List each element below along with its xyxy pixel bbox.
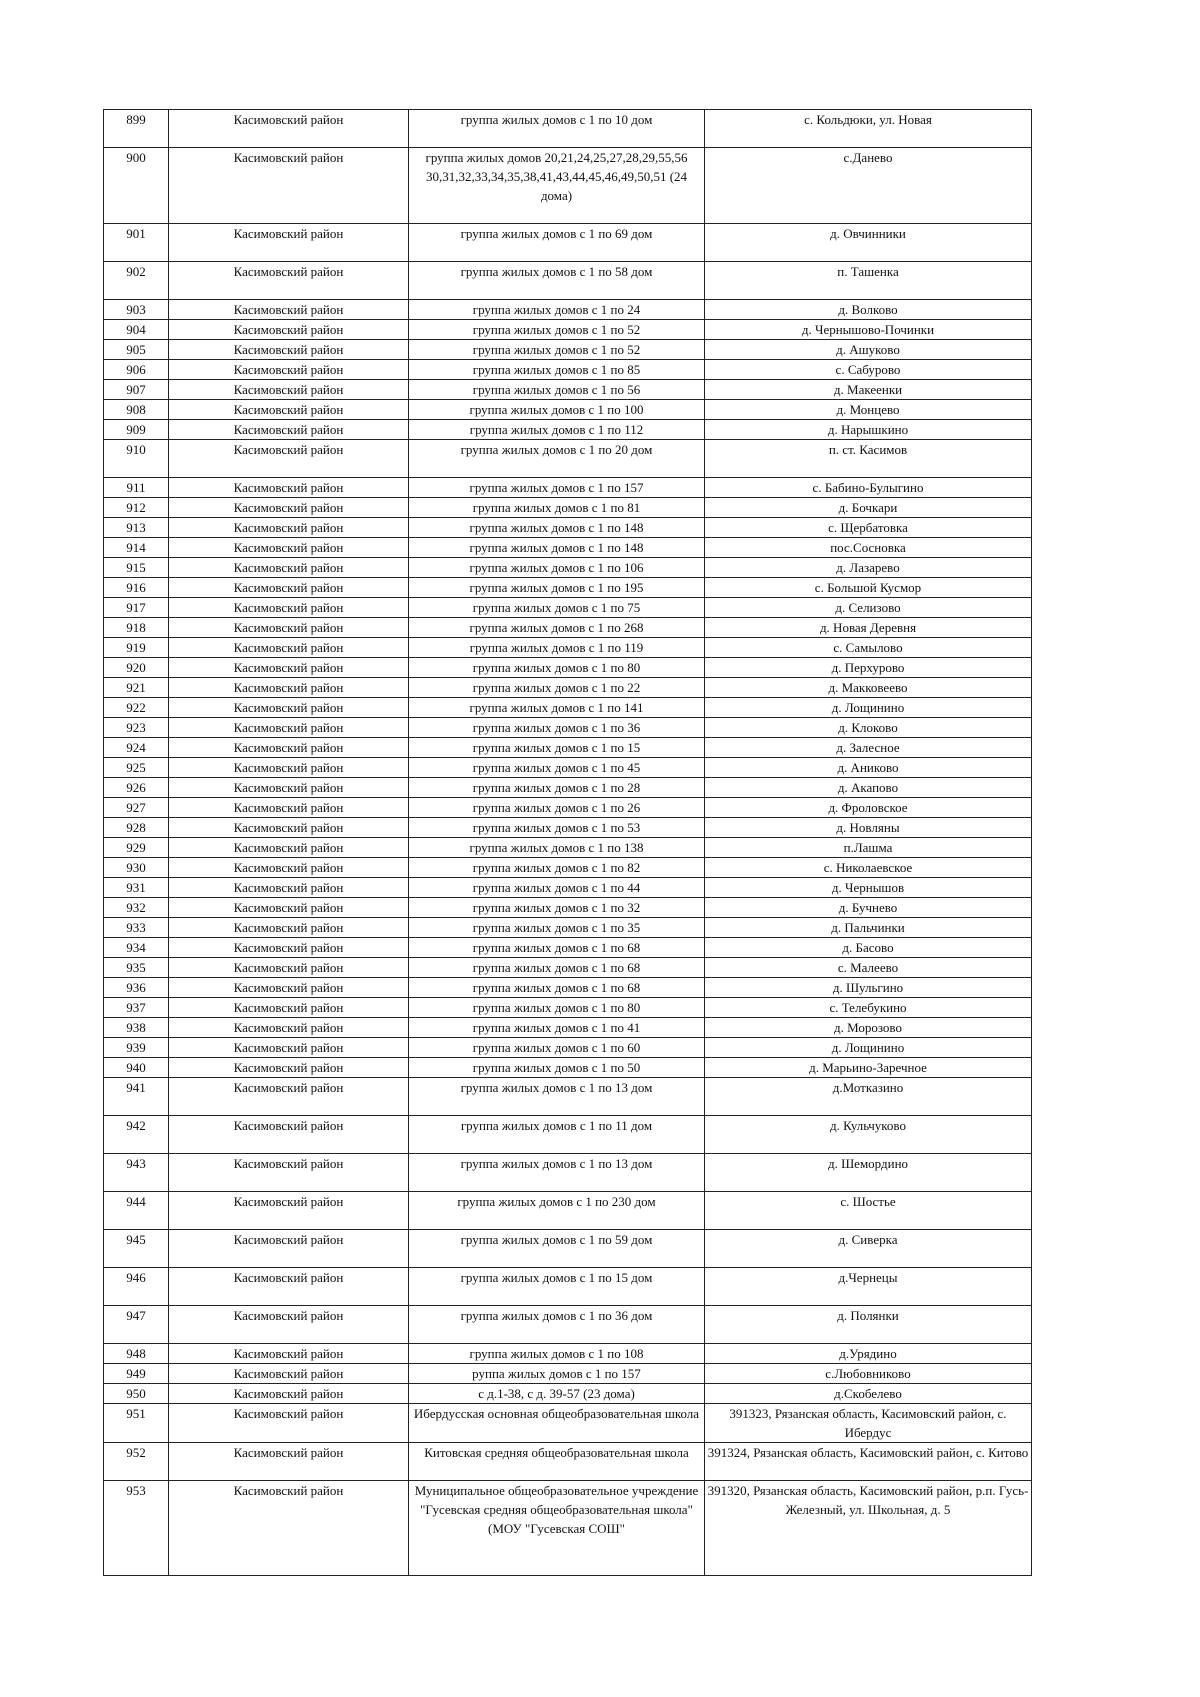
- address-cell: д. Перхурово: [705, 658, 1032, 678]
- row-number-cell: 917: [104, 598, 169, 618]
- address-cell: д. Лазарево: [705, 558, 1032, 578]
- district-cell: Касимовский район: [169, 618, 409, 638]
- settlements-table: [103, 109, 1032, 1576]
- row-number-cell: 926: [104, 778, 169, 798]
- row-number-cell: 909: [104, 420, 169, 440]
- document-body: [103, 109, 1032, 1576]
- table-row: [104, 262, 1032, 300]
- district-cell: Касимовский район: [169, 1384, 409, 1404]
- row-number-cell: 949: [104, 1364, 169, 1384]
- object-cell: группа жилых домов с 1 по 45: [409, 758, 705, 778]
- object-cell: группа жилых домов с 1 по 108: [409, 1344, 705, 1364]
- address-cell: с. Большой Кусмор: [705, 578, 1032, 598]
- district-cell: Касимовский район: [169, 1268, 409, 1306]
- row-number-cell: 907: [104, 380, 169, 400]
- object-cell: группа жилых домов с 1 по 32: [409, 898, 705, 918]
- table-row: [104, 1443, 1032, 1481]
- address-cell: с. Бабино-Булыгино: [705, 478, 1032, 498]
- object-cell: группа жилых домов с 1 по 20 дом: [409, 440, 705, 478]
- row-number-cell: 932: [104, 898, 169, 918]
- table-row: [104, 1344, 1032, 1364]
- row-number-cell: 901: [104, 224, 169, 262]
- district-cell: Касимовский район: [169, 918, 409, 938]
- row-number-cell: 945: [104, 1230, 169, 1268]
- object-cell: группа жилых домов с 1 по 82: [409, 858, 705, 878]
- table-row: [104, 898, 1032, 918]
- district-cell: Касимовский район: [169, 360, 409, 380]
- table-row: [104, 918, 1032, 938]
- row-number-cell: 929: [104, 838, 169, 858]
- table-row: [104, 224, 1032, 262]
- table-row: [104, 998, 1032, 1018]
- row-number-cell: 940: [104, 1058, 169, 1078]
- address-cell: п.Лашма: [705, 838, 1032, 858]
- object-cell: группа жилых домов с 1 по 24: [409, 300, 705, 320]
- address-cell: с. Самылово: [705, 638, 1032, 658]
- address-cell: д. Бучнево: [705, 898, 1032, 918]
- district-cell: Касимовский район: [169, 320, 409, 340]
- table-row: [104, 1364, 1032, 1384]
- address-cell: п. Ташенка: [705, 262, 1032, 300]
- address-cell: д. Волково: [705, 300, 1032, 320]
- table-body: [104, 110, 1032, 1576]
- table-row: [104, 558, 1032, 578]
- address-cell: д. Нарышкино: [705, 420, 1032, 440]
- object-cell: группа жилых домов с 1 по 112: [409, 420, 705, 440]
- table-row: [104, 320, 1032, 340]
- address-cell: д. Чернышово-Починки: [705, 320, 1032, 340]
- object-cell: группа жилых домов с 1 по 36: [409, 718, 705, 738]
- address-cell: с. Щербатовка: [705, 518, 1032, 538]
- row-number-cell: 927: [104, 798, 169, 818]
- object-cell: группа жилых домов с 1 по 35: [409, 918, 705, 938]
- address-cell: с. Николаевское: [705, 858, 1032, 878]
- row-number-cell: 950: [104, 1384, 169, 1404]
- row-number-cell: 900: [104, 148, 169, 224]
- address-cell: д. Чернышов: [705, 878, 1032, 898]
- object-cell: руппа жилых домов с 1 по 157: [409, 1364, 705, 1384]
- object-cell: группа жилых домов с 1 по 15: [409, 738, 705, 758]
- object-cell: группа жилых домов с 1 по 148: [409, 518, 705, 538]
- district-cell: Касимовский район: [169, 938, 409, 958]
- row-number-cell: 936: [104, 978, 169, 998]
- table-row: [104, 478, 1032, 498]
- row-number-cell: 921: [104, 678, 169, 698]
- table-row: [104, 498, 1032, 518]
- address-cell: п. ст. Касимов: [705, 440, 1032, 478]
- address-cell: д.Чернецы: [705, 1268, 1032, 1306]
- row-number-cell: 931: [104, 878, 169, 898]
- row-number-cell: 947: [104, 1306, 169, 1344]
- address-cell: д. Лощинино: [705, 1038, 1032, 1058]
- district-cell: Касимовский район: [169, 110, 409, 148]
- row-number-cell: 908: [104, 400, 169, 420]
- table-row: [104, 738, 1032, 758]
- row-number-cell: 905: [104, 340, 169, 360]
- table-row: [104, 678, 1032, 698]
- address-cell: д. Басово: [705, 938, 1032, 958]
- row-number-cell: 937: [104, 998, 169, 1018]
- object-cell: группа жилых домов с 1 по 22: [409, 678, 705, 698]
- row-number-cell: 943: [104, 1154, 169, 1192]
- district-cell: Касимовский район: [169, 224, 409, 262]
- district-cell: Касимовский район: [169, 958, 409, 978]
- object-cell: группа жилых домов с 1 по 44: [409, 878, 705, 898]
- district-cell: Касимовский район: [169, 340, 409, 360]
- object-cell: группа жилых домов с 1 по 10 дом: [409, 110, 705, 148]
- row-number-cell: 923: [104, 718, 169, 738]
- district-cell: Касимовский район: [169, 1116, 409, 1154]
- district-cell: Касимовский район: [169, 1154, 409, 1192]
- object-cell: группа жилых домов с 1 по 68: [409, 978, 705, 998]
- district-cell: Касимовский район: [169, 678, 409, 698]
- row-number-cell: 925: [104, 758, 169, 778]
- row-number-cell: 910: [104, 440, 169, 478]
- object-cell: группа жилых домов с 1 по 268: [409, 618, 705, 638]
- row-number-cell: 915: [104, 558, 169, 578]
- table-row: [104, 440, 1032, 478]
- address-cell: д. Шемордино: [705, 1154, 1032, 1192]
- table-row: [104, 1154, 1032, 1192]
- district-cell: Касимовский район: [169, 380, 409, 400]
- row-number-cell: 924: [104, 738, 169, 758]
- table-row: [104, 1116, 1032, 1154]
- table-row: [104, 380, 1032, 400]
- table-row: [104, 1306, 1032, 1344]
- address-cell: 391323, Рязанская область, Касимовский район, с. Ибердус: [705, 1404, 1032, 1443]
- object-cell: группа жилых домов с 1 по 195: [409, 578, 705, 598]
- row-number-cell: 922: [104, 698, 169, 718]
- table-row: [104, 798, 1032, 818]
- object-cell: группа жилых домов с 1 по 52: [409, 340, 705, 360]
- row-number-cell: 899: [104, 110, 169, 148]
- object-cell: Ибердусская основная общеобразовательная школа: [409, 1404, 705, 1443]
- table-row: [104, 340, 1032, 360]
- address-cell: д. Монцево: [705, 400, 1032, 420]
- address-cell: д. Кульчуково: [705, 1116, 1032, 1154]
- table-row: [104, 618, 1032, 638]
- address-cell: д. Лощинино: [705, 698, 1032, 718]
- object-cell: группа жилых домов с 1 по 69 дом: [409, 224, 705, 262]
- district-cell: Касимовский район: [169, 778, 409, 798]
- table-row: [104, 818, 1032, 838]
- table-row: [104, 1384, 1032, 1404]
- address-cell: д. Фроловское: [705, 798, 1032, 818]
- address-cell: 391324, Рязанская область, Касимовский район, с. Китово: [705, 1443, 1032, 1481]
- district-cell: Касимовский район: [169, 1364, 409, 1384]
- object-cell: группа жилых домов с 1 по 41: [409, 1018, 705, 1038]
- object-cell: группа жилых домов с 1 по 148: [409, 538, 705, 558]
- address-cell: 391320, Рязанская область, Касимовский район, р.п. Гусь-Железный, ул. Школьная, д. 5: [705, 1481, 1032, 1576]
- address-cell: с. Шостье: [705, 1192, 1032, 1230]
- district-cell: Касимовский район: [169, 878, 409, 898]
- row-number-cell: 928: [104, 818, 169, 838]
- table-row: [104, 698, 1032, 718]
- table-row: [104, 578, 1032, 598]
- address-cell: с. Малеево: [705, 958, 1032, 978]
- district-cell: Касимовский район: [169, 1481, 409, 1576]
- address-cell: д. Новая Деревня: [705, 618, 1032, 638]
- table-row: [104, 718, 1032, 738]
- row-number-cell: 944: [104, 1192, 169, 1230]
- row-number-cell: 919: [104, 638, 169, 658]
- address-cell: с.Любовниково: [705, 1364, 1032, 1384]
- table-row: [104, 538, 1032, 558]
- district-cell: Касимовский район: [169, 478, 409, 498]
- district-cell: Касимовский район: [169, 798, 409, 818]
- row-number-cell: 934: [104, 938, 169, 958]
- table-row: [104, 148, 1032, 224]
- table-row: [104, 1192, 1032, 1230]
- address-cell: с. Сабурово: [705, 360, 1032, 380]
- district-cell: Касимовский район: [169, 440, 409, 478]
- district-cell: Касимовский район: [169, 1404, 409, 1443]
- table-row: [104, 638, 1032, 658]
- address-cell: д. Макковеево: [705, 678, 1032, 698]
- address-cell: с.Данево: [705, 148, 1032, 224]
- object-cell: группа жилых домов с 1 по 50: [409, 1058, 705, 1078]
- table-row: [104, 838, 1032, 858]
- row-number-cell: 911: [104, 478, 169, 498]
- district-cell: Касимовский район: [169, 1344, 409, 1364]
- district-cell: Касимовский район: [169, 1038, 409, 1058]
- row-number-cell: 903: [104, 300, 169, 320]
- district-cell: Касимовский район: [169, 1230, 409, 1268]
- address-cell: д. Овчинники: [705, 224, 1032, 262]
- object-cell: группа жилых домов с 1 по 60: [409, 1038, 705, 1058]
- table-row: [104, 1481, 1032, 1576]
- row-number-cell: 920: [104, 658, 169, 678]
- object-cell: группа жилых домов с 1 по 138: [409, 838, 705, 858]
- district-cell: Касимовский район: [169, 518, 409, 538]
- table-row: [104, 858, 1032, 878]
- object-cell: группа жилых домов с 1 по 119: [409, 638, 705, 658]
- table-row: [104, 758, 1032, 778]
- row-number-cell: 913: [104, 518, 169, 538]
- object-cell: группа жилых домов с 1 по 15 дом: [409, 1268, 705, 1306]
- district-cell: Касимовский район: [169, 818, 409, 838]
- district-cell: Касимовский район: [169, 978, 409, 998]
- row-number-cell: 918: [104, 618, 169, 638]
- object-cell: Муниципальное общеобразовательное учреждение "Гусевская средняя общеобразовательная школа" (МОУ "Гусевская СОШ": [409, 1481, 705, 1576]
- district-cell: Касимовский район: [169, 558, 409, 578]
- object-cell: группа жилых домов с 1 по 56: [409, 380, 705, 400]
- row-number-cell: 912: [104, 498, 169, 518]
- table-row: [104, 1230, 1032, 1268]
- object-cell: группа жилых домов с 1 по 80: [409, 658, 705, 678]
- district-cell: Касимовский район: [169, 148, 409, 224]
- district-cell: Касимовский район: [169, 1443, 409, 1481]
- table-row: [104, 1018, 1032, 1038]
- district-cell: Касимовский район: [169, 1058, 409, 1078]
- table-row: [104, 360, 1032, 380]
- district-cell: Касимовский район: [169, 1018, 409, 1038]
- object-cell: группа жилых домов с 1 по 68: [409, 938, 705, 958]
- district-cell: Касимовский район: [169, 1306, 409, 1344]
- row-number-cell: 935: [104, 958, 169, 978]
- district-cell: Касимовский район: [169, 638, 409, 658]
- table-row: [104, 1078, 1032, 1116]
- row-number-cell: 948: [104, 1344, 169, 1364]
- row-number-cell: 906: [104, 360, 169, 380]
- district-cell: Касимовский район: [169, 698, 409, 718]
- address-cell: д. Селизово: [705, 598, 1032, 618]
- address-cell: д. Залесное: [705, 738, 1032, 758]
- table-row: [104, 778, 1032, 798]
- row-number-cell: 938: [104, 1018, 169, 1038]
- row-number-cell: 951: [104, 1404, 169, 1443]
- table-row: [104, 1038, 1032, 1058]
- table-row: [104, 400, 1032, 420]
- object-cell: группа жилых домов с 1 по 59 дом: [409, 1230, 705, 1268]
- address-cell: д. Ашуково: [705, 340, 1032, 360]
- object-cell: группа жилых домов с 1 по 106: [409, 558, 705, 578]
- row-number-cell: 914: [104, 538, 169, 558]
- address-cell: д. Новляны: [705, 818, 1032, 838]
- district-cell: Касимовский район: [169, 718, 409, 738]
- district-cell: Касимовский район: [169, 400, 409, 420]
- object-cell: группа жилых домов с 1 по 58 дом: [409, 262, 705, 300]
- table-row: [104, 110, 1032, 148]
- district-cell: Касимовский район: [169, 578, 409, 598]
- object-cell: группа жилых домов с 1 по 85: [409, 360, 705, 380]
- district-cell: Касимовский район: [169, 898, 409, 918]
- object-cell: группа жилых домов с 1 по 81: [409, 498, 705, 518]
- district-cell: Касимовский район: [169, 858, 409, 878]
- address-cell: д. Пальчинки: [705, 918, 1032, 938]
- address-cell: д. Бочкари: [705, 498, 1032, 518]
- address-cell: д. Морозово: [705, 1018, 1032, 1038]
- district-cell: Касимовский район: [169, 998, 409, 1018]
- table-row: [104, 598, 1032, 618]
- district-cell: Касимовский район: [169, 758, 409, 778]
- district-cell: Касимовский район: [169, 738, 409, 758]
- address-cell: д. Шульгино: [705, 978, 1032, 998]
- object-cell: группа жилых домов с 1 по 68: [409, 958, 705, 978]
- row-number-cell: 946: [104, 1268, 169, 1306]
- object-cell: Китовская средняя общеобразовательная школа: [409, 1443, 705, 1481]
- district-cell: Касимовский район: [169, 1078, 409, 1116]
- row-number-cell: 939: [104, 1038, 169, 1058]
- table-row: [104, 1268, 1032, 1306]
- table-row: [104, 878, 1032, 898]
- district-cell: Касимовский район: [169, 838, 409, 858]
- row-number-cell: 902: [104, 262, 169, 300]
- district-cell: Касимовский район: [169, 538, 409, 558]
- address-cell: д. Полянки: [705, 1306, 1032, 1344]
- table-row: [104, 1404, 1032, 1443]
- district-cell: Касимовский район: [169, 598, 409, 618]
- table-row: [104, 1058, 1032, 1078]
- district-cell: Касимовский район: [169, 262, 409, 300]
- address-cell: д. Клоково: [705, 718, 1032, 738]
- address-cell: с. Телебукино: [705, 998, 1032, 1018]
- object-cell: группа жилых домов с 1 по 100: [409, 400, 705, 420]
- row-number-cell: 930: [104, 858, 169, 878]
- row-number-cell: 933: [104, 918, 169, 938]
- address-cell: д.Скобелево: [705, 1384, 1032, 1404]
- row-number-cell: 942: [104, 1116, 169, 1154]
- district-cell: Касимовский район: [169, 498, 409, 518]
- row-number-cell: 952: [104, 1443, 169, 1481]
- table-row: [104, 958, 1032, 978]
- object-cell: группа жилых домов с 1 по 13 дом: [409, 1154, 705, 1192]
- address-cell: д. Сиверка: [705, 1230, 1032, 1268]
- table-row: [104, 420, 1032, 440]
- object-cell: группа жилых домов с 1 по 230 дом: [409, 1192, 705, 1230]
- address-cell: д. Акапово: [705, 778, 1032, 798]
- object-cell: группа жилых домов с 1 по 80: [409, 998, 705, 1018]
- district-cell: Касимовский район: [169, 658, 409, 678]
- address-cell: д.Мотказино: [705, 1078, 1032, 1116]
- table-row: [104, 518, 1032, 538]
- table-row: [104, 978, 1032, 998]
- table-row: [104, 658, 1032, 678]
- address-cell: д. Марьино-Заречное: [705, 1058, 1032, 1078]
- row-number-cell: 941: [104, 1078, 169, 1116]
- object-cell: группа жилых домов 20,21,24,25,27,28,29,55,56 30,31,32,33,34,35,38,41,43,44,45,46,49,50,51 (24 дома): [409, 148, 705, 224]
- table-row: [104, 300, 1032, 320]
- object-cell: группа жилых домов с 1 по 28: [409, 778, 705, 798]
- address-cell: д. Макеенки: [705, 380, 1032, 400]
- table-row: [104, 938, 1032, 958]
- object-cell: группа жилых домов с 1 по 11 дом: [409, 1116, 705, 1154]
- address-cell: д.Урядино: [705, 1344, 1032, 1364]
- row-number-cell: 916: [104, 578, 169, 598]
- address-cell: д. Аниково: [705, 758, 1032, 778]
- district-cell: Касимовский район: [169, 300, 409, 320]
- address-cell: с. Кольдюки, ул. Новая: [705, 110, 1032, 148]
- object-cell: с д.1-38, с д. 39-57 (23 дома): [409, 1384, 705, 1404]
- object-cell: группа жилых домов с 1 по 53: [409, 818, 705, 838]
- object-cell: группа жилых домов с 1 по 157: [409, 478, 705, 498]
- address-cell: пос.Сосновка: [705, 538, 1032, 558]
- row-number-cell: 953: [104, 1481, 169, 1576]
- row-number-cell: 904: [104, 320, 169, 340]
- district-cell: Касимовский район: [169, 420, 409, 440]
- object-cell: группа жилых домов с 1 по 141: [409, 698, 705, 718]
- object-cell: группа жилых домов с 1 по 13 дом: [409, 1078, 705, 1116]
- object-cell: группа жилых домов с 1 по 36 дом: [409, 1306, 705, 1344]
- object-cell: группа жилых домов с 1 по 52: [409, 320, 705, 340]
- object-cell: группа жилых домов с 1 по 26: [409, 798, 705, 818]
- district-cell: Касимовский район: [169, 1192, 409, 1230]
- object-cell: группа жилых домов с 1 по 75: [409, 598, 705, 618]
